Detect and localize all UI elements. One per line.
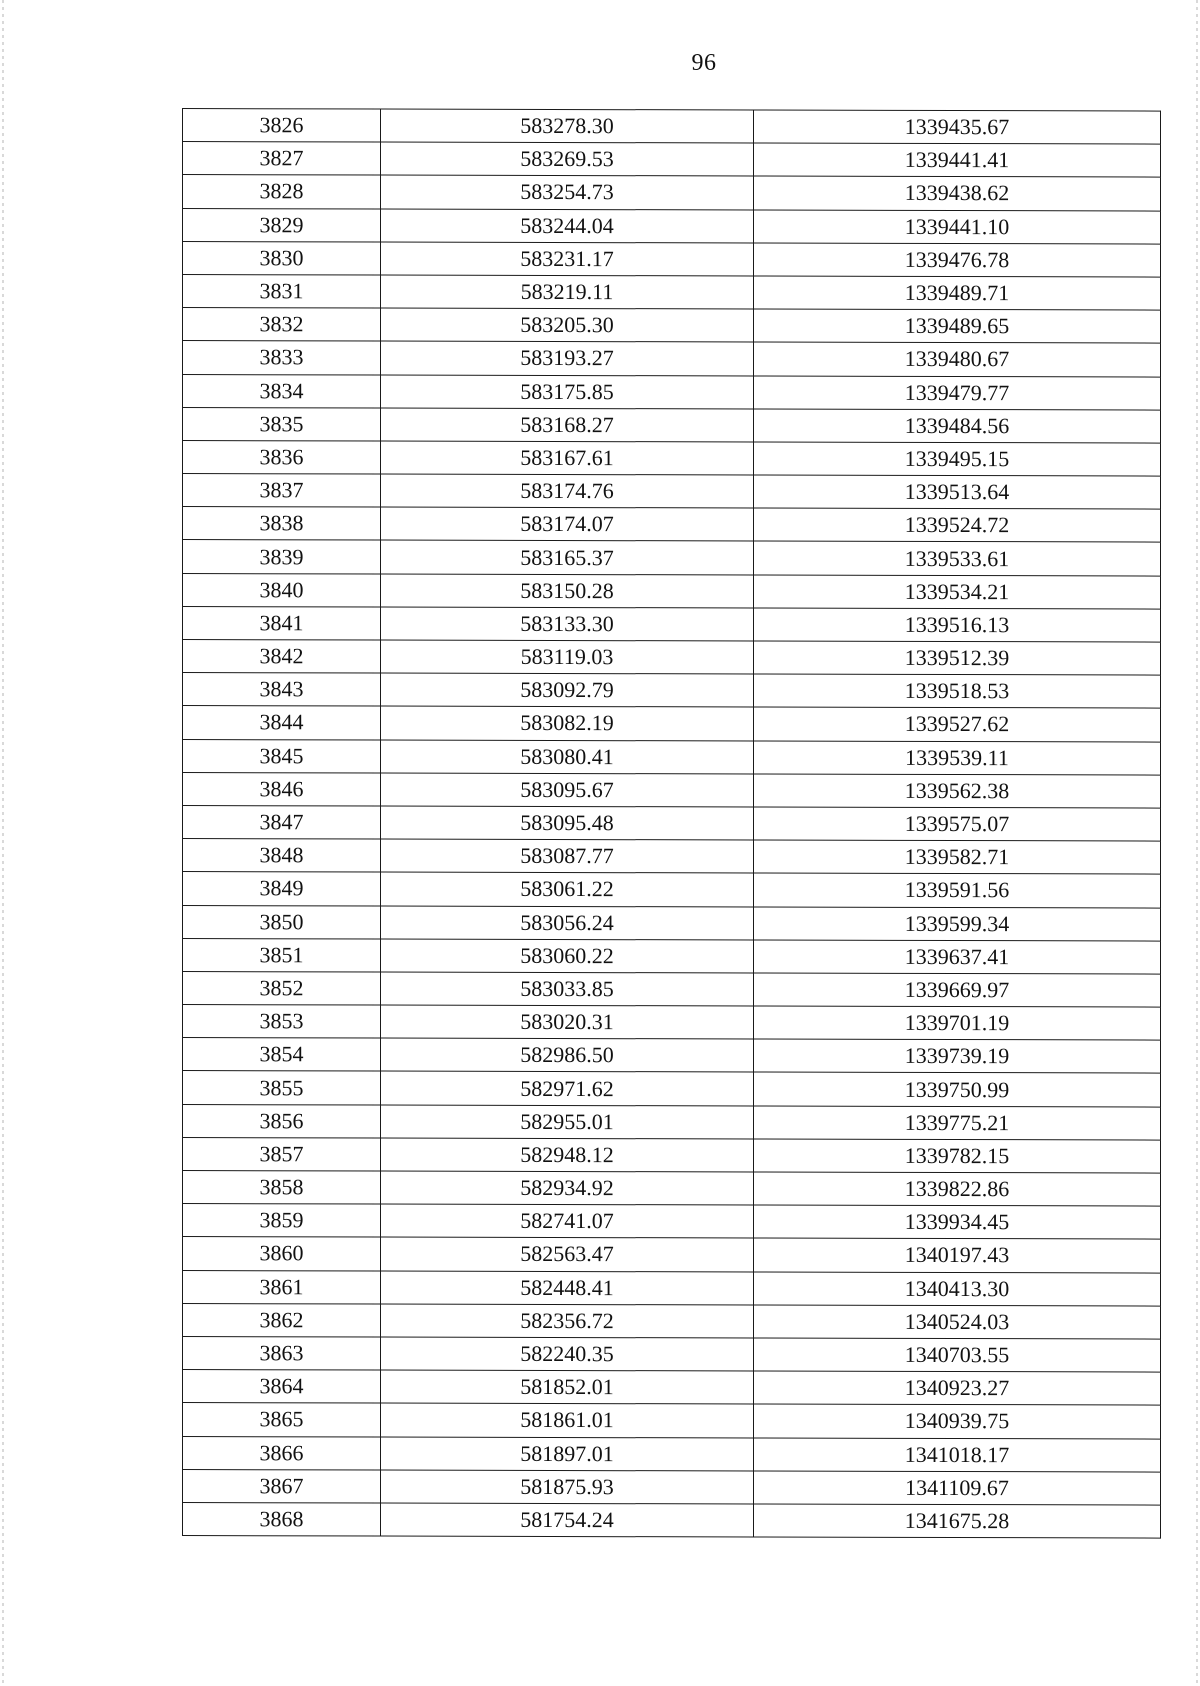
x-coordinate-cell: 582948.12: [381, 1138, 754, 1172]
y-coordinate-cell: 1339480.67: [754, 342, 1161, 376]
x-coordinate-cell: 582955.01: [381, 1105, 754, 1139]
point-number-cell: 3838: [183, 507, 381, 541]
x-coordinate-cell: 583174.07: [381, 507, 754, 541]
table-row: [183, 1171, 1161, 1207]
x-coordinate-cell: 582986.50: [381, 1038, 754, 1072]
y-coordinate-cell: 1339775.21: [754, 1106, 1161, 1140]
table-row: [183, 673, 1161, 709]
table-row: [183, 540, 1161, 576]
y-coordinate-cell: 1339822.86: [754, 1172, 1161, 1206]
x-coordinate-cell: 583231.17: [381, 242, 754, 276]
point-number-cell: 3847: [183, 805, 381, 839]
point-number-cell: 3861: [183, 1270, 381, 1304]
table-row: [183, 407, 1161, 443]
x-coordinate-cell: 582934.92: [381, 1171, 754, 1205]
y-coordinate-cell: 1340524.03: [754, 1305, 1161, 1339]
y-coordinate-cell: 1339495.15: [754, 442, 1161, 476]
point-number-cell: 3849: [183, 872, 381, 906]
scan-edge-right: [1196, 0, 1198, 1686]
y-coordinate-cell: 1339539.11: [754, 741, 1161, 775]
table-row: [183, 1370, 1161, 1406]
y-coordinate-cell: 1339533.61: [754, 541, 1161, 575]
y-coordinate-cell: 1339534.21: [754, 575, 1161, 609]
point-number-cell: 3832: [183, 308, 381, 342]
y-coordinate-cell: 1339527.62: [754, 707, 1161, 741]
y-coordinate-cell: 1339512.39: [754, 641, 1161, 675]
x-coordinate-cell: 583095.48: [381, 806, 754, 840]
table-row: [183, 308, 1161, 344]
table-row: [183, 440, 1161, 476]
x-coordinate-cell: 583020.31: [381, 1005, 754, 1039]
x-coordinate-cell: 581897.01: [381, 1437, 754, 1471]
table-row: [183, 706, 1161, 742]
y-coordinate-cell: 1340939.75: [754, 1404, 1161, 1438]
x-coordinate-cell: 581861.01: [381, 1403, 754, 1437]
x-coordinate-cell: 583150.28: [381, 574, 754, 608]
table-row: [183, 739, 1161, 775]
table-row: [183, 839, 1161, 875]
y-coordinate-cell: 1339637.41: [754, 940, 1161, 974]
table-row: [183, 1436, 1161, 1472]
x-coordinate-cell: 583244.04: [381, 209, 754, 243]
point-number-cell: 3845: [183, 739, 381, 773]
table-row: [183, 341, 1161, 377]
point-number-cell: 3826: [183, 109, 381, 143]
x-coordinate-cell: 583061.22: [381, 872, 754, 906]
x-coordinate-cell: 583278.30: [381, 109, 754, 143]
y-coordinate-cell: 1339476.78: [754, 243, 1161, 277]
point-number-cell: 3867: [183, 1469, 381, 1503]
point-number-cell: 3862: [183, 1303, 381, 1337]
table-row: [183, 1336, 1161, 1372]
table-row: [183, 1303, 1161, 1339]
table-row: [183, 640, 1161, 676]
point-number-cell: 3850: [183, 905, 381, 939]
table-row: [183, 905, 1161, 941]
x-coordinate-cell: 583205.30: [381, 308, 754, 342]
y-coordinate-cell: 1339441.41: [754, 143, 1161, 177]
y-coordinate-cell: 1339441.10: [754, 210, 1161, 244]
table-row: [183, 772, 1161, 808]
point-number-cell: 3833: [183, 341, 381, 375]
y-coordinate-cell: 1339562.38: [754, 774, 1161, 808]
x-coordinate-cell: 583080.41: [381, 740, 754, 774]
x-coordinate-cell: 583033.85: [381, 972, 754, 1006]
y-coordinate-cell: 1340703.55: [754, 1338, 1161, 1372]
point-number-cell: 3858: [183, 1171, 381, 1205]
table-row: [183, 507, 1161, 543]
point-number-cell: 3836: [183, 440, 381, 474]
point-number-cell: 3848: [183, 839, 381, 873]
coordinate-table: [182, 108, 1161, 1539]
table-row: [183, 1403, 1161, 1439]
table-row: [183, 1204, 1161, 1240]
y-coordinate-cell: 1340923.27: [754, 1371, 1161, 1405]
table-row: [183, 474, 1161, 510]
y-coordinate-cell: 1339575.07: [754, 807, 1161, 841]
x-coordinate-cell: 583082.19: [381, 706, 754, 740]
y-coordinate-cell: 1339516.13: [754, 608, 1161, 642]
point-number-cell: 3868: [183, 1502, 381, 1536]
scan-edge-left: [2, 0, 4, 1686]
point-number-cell: 3842: [183, 640, 381, 674]
point-number-cell: 3863: [183, 1336, 381, 1370]
point-number-cell: 3827: [183, 142, 381, 176]
point-number-cell: 3828: [183, 175, 381, 209]
table-row: [183, 573, 1161, 609]
y-coordinate-cell: 1341109.67: [754, 1471, 1161, 1505]
y-coordinate-cell: 1339591.56: [754, 873, 1161, 907]
point-number-cell: 3840: [183, 573, 381, 607]
point-number-cell: 3835: [183, 407, 381, 441]
y-coordinate-cell: 1339739.19: [754, 1039, 1161, 1073]
x-coordinate-cell: 582563.47: [381, 1237, 754, 1271]
table-row: [183, 175, 1161, 211]
table-row: [183, 1237, 1161, 1273]
point-number-cell: 3864: [183, 1370, 381, 1404]
table-row: [183, 971, 1161, 1007]
y-coordinate-cell: 1339701.19: [754, 1006, 1161, 1040]
y-coordinate-cell: 1339750.99: [754, 1072, 1161, 1106]
table-row: [183, 1071, 1161, 1107]
y-coordinate-cell: 1339438.62: [754, 176, 1161, 210]
y-coordinate-cell: 1340413.30: [754, 1272, 1161, 1306]
y-coordinate-cell: 1340197.43: [754, 1238, 1161, 1272]
point-number-cell: 3857: [183, 1137, 381, 1171]
coordinate-table-body: [183, 109, 1161, 1539]
table-row: [183, 109, 1161, 145]
x-coordinate-cell: 583095.67: [381, 773, 754, 807]
y-coordinate-cell: 1339489.71: [754, 276, 1161, 310]
point-number-cell: 3831: [183, 274, 381, 308]
x-coordinate-cell: 582741.07: [381, 1204, 754, 1238]
y-coordinate-cell: 1339484.56: [754, 409, 1161, 443]
point-number-cell: 3846: [183, 772, 381, 806]
y-coordinate-cell: 1339518.53: [754, 674, 1161, 708]
point-number-cell: 3841: [183, 606, 381, 640]
x-coordinate-cell: 581754.24: [381, 1503, 754, 1537]
y-coordinate-cell: 1339435.67: [754, 110, 1161, 144]
x-coordinate-cell: 583254.73: [381, 175, 754, 209]
table-row: [183, 208, 1161, 244]
table-row: [183, 1104, 1161, 1140]
x-coordinate-cell: 583219.11: [381, 275, 754, 309]
x-coordinate-cell: 583269.53: [381, 142, 754, 176]
y-coordinate-cell: 1339489.65: [754, 309, 1161, 343]
y-coordinate-cell: 1339599.34: [754, 906, 1161, 940]
x-coordinate-cell: 583174.76: [381, 474, 754, 508]
table-row: [183, 142, 1161, 178]
x-coordinate-cell: 583168.27: [381, 408, 754, 442]
x-coordinate-cell: 582356.72: [381, 1304, 754, 1338]
point-number-cell: 3851: [183, 938, 381, 972]
x-coordinate-cell: 581875.93: [381, 1470, 754, 1504]
x-coordinate-cell: 583193.27: [381, 341, 754, 375]
y-coordinate-cell: 1341018.17: [754, 1437, 1161, 1471]
x-coordinate-cell: 583092.79: [381, 673, 754, 707]
table-row: [183, 241, 1161, 277]
x-coordinate-cell: 582971.62: [381, 1071, 754, 1105]
point-number-cell: 3853: [183, 1005, 381, 1039]
x-coordinate-cell: 583087.77: [381, 839, 754, 873]
table-row: [183, 1502, 1161, 1538]
x-coordinate-cell: 583056.24: [381, 906, 754, 940]
point-number-cell: 3830: [183, 241, 381, 275]
y-coordinate-cell: 1339524.72: [754, 508, 1161, 542]
point-number-cell: 3837: [183, 474, 381, 508]
point-number-cell: 3859: [183, 1204, 381, 1238]
y-coordinate-cell: 1339782.15: [754, 1139, 1161, 1173]
point-number-cell: 3854: [183, 1038, 381, 1072]
point-number-cell: 3855: [183, 1071, 381, 1105]
x-coordinate-cell: 583119.03: [381, 640, 754, 674]
point-number-cell: 3866: [183, 1436, 381, 1470]
point-number-cell: 3844: [183, 706, 381, 740]
point-number-cell: 3829: [183, 208, 381, 242]
table-row: [183, 606, 1161, 642]
x-coordinate-cell: 583167.61: [381, 441, 754, 475]
table-row: [183, 1038, 1161, 1074]
y-coordinate-cell: 1339669.97: [754, 973, 1161, 1007]
point-number-cell: 3843: [183, 673, 381, 707]
table-row: [183, 938, 1161, 974]
x-coordinate-cell: 583165.37: [381, 540, 754, 574]
point-number-cell: 3834: [183, 374, 381, 408]
point-number-cell: 3852: [183, 971, 381, 1005]
y-coordinate-cell: 1339582.71: [754, 840, 1161, 874]
y-coordinate-cell: 1341675.28: [754, 1504, 1161, 1538]
y-coordinate-cell: 1339479.77: [754, 375, 1161, 409]
point-number-cell: 3860: [183, 1237, 381, 1271]
table-row: [183, 872, 1161, 908]
y-coordinate-cell: 1339934.45: [754, 1205, 1161, 1239]
table-row: [183, 374, 1161, 410]
table-row: [183, 1137, 1161, 1173]
point-number-cell: 3856: [183, 1104, 381, 1138]
x-coordinate-cell: 583175.85: [381, 375, 754, 409]
table-row: [183, 1270, 1161, 1306]
x-coordinate-cell: 581852.01: [381, 1370, 754, 1404]
point-number-cell: 3865: [183, 1403, 381, 1437]
table-row: [183, 1005, 1161, 1041]
y-coordinate-cell: 1339513.64: [754, 475, 1161, 509]
x-coordinate-cell: 582240.35: [381, 1337, 754, 1371]
table-row: [183, 274, 1161, 310]
table-row: [183, 805, 1161, 841]
page-number: 96: [691, 50, 717, 76]
point-number-cell: 3839: [183, 540, 381, 574]
table-row: [183, 1469, 1161, 1505]
x-coordinate-cell: 583060.22: [381, 939, 754, 973]
x-coordinate-cell: 583133.30: [381, 607, 754, 641]
x-coordinate-cell: 582448.41: [381, 1271, 754, 1305]
